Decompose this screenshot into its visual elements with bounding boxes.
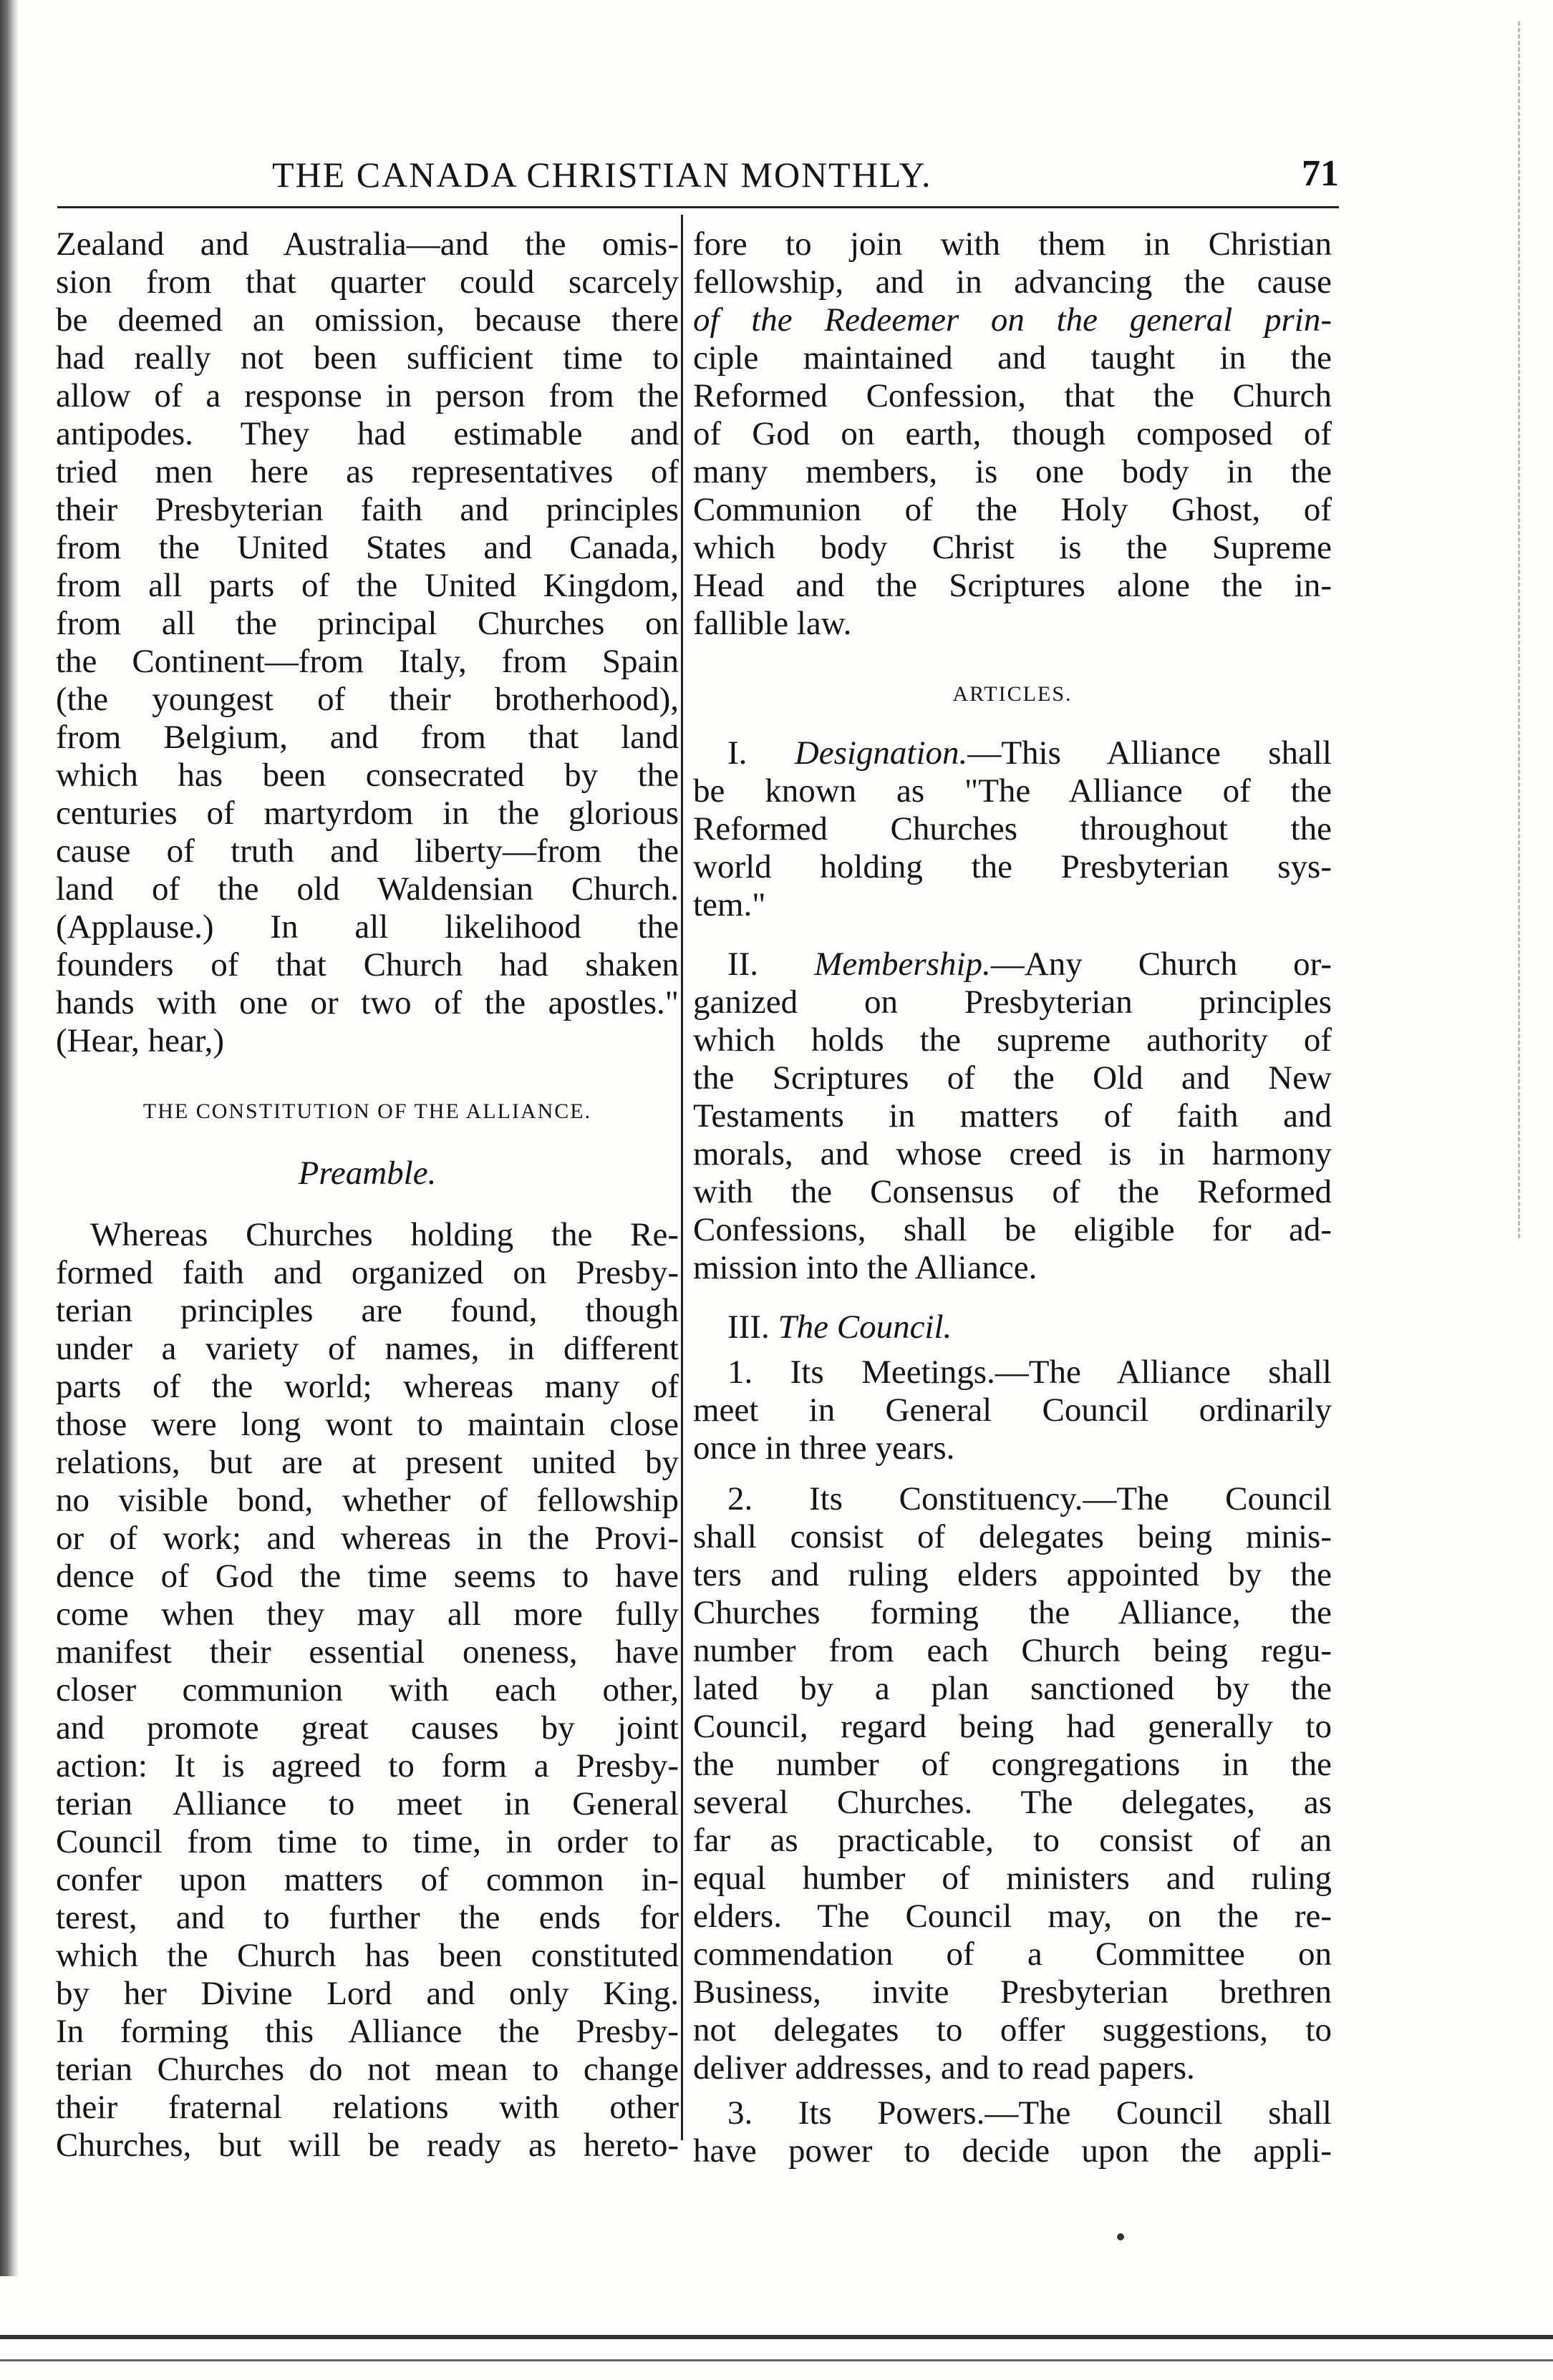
scan-binding-edge	[0, 0, 19, 2276]
text-line: deliver addresses, and to read papers.	[693, 2049, 1195, 2087]
text-line: fallible law.	[693, 605, 852, 642]
text-line: terian Churches do not mean to change	[56, 2051, 679, 2088]
text-line: Churches, but will be ready as hereto-	[56, 2127, 679, 2164]
text-line: morals, and whose creed is in harmony	[693, 1135, 1332, 1172]
text-line: from all the principal Churches on	[56, 605, 679, 642]
text-line: meet in General Council ordinarily	[693, 1391, 1332, 1429]
text-line: manifest their essential oneness, have	[56, 1633, 679, 1671]
text-line: centuries of martyrdom in the glorious	[56, 795, 679, 832]
spacer	[693, 924, 1332, 946]
text-line: ters and ruling elders appointed by the	[693, 1556, 1332, 1593]
header-rule	[57, 206, 1339, 208]
text-line: their fraternal relations with other	[56, 2089, 679, 2126]
text-line: world holding the Presbyterian sys-	[693, 848, 1332, 885]
right-paragraph-continued	[693, 225, 1332, 643]
left-paragraph-1	[56, 225, 679, 1060]
text-line: Whereas Churches holding the Re-	[90, 1216, 679, 1253]
text-line: have power to decide upon the appli-	[693, 2132, 1332, 2170]
article-number: II.	[727, 946, 759, 983]
article-1-first-line	[693, 734, 1332, 772]
text-line: Head and the Scriptures alone the in-	[693, 567, 1332, 604]
text-line: dence of God the time seems to have	[56, 1558, 679, 1595]
spacer	[693, 643, 1332, 675]
section-heading: THE CONSTITUTION OF THE ALLIANCE.	[142, 1099, 592, 1123]
text-line: many members, is one body in the	[693, 453, 1332, 490]
text-line: closer communion with each other,	[56, 1671, 679, 1709]
text-line: formed faith and organized on Presby-	[56, 1254, 679, 1291]
text-line: from all parts of the United Kingdom,	[56, 567, 679, 604]
spacer	[56, 1060, 679, 1092]
article-title: Membership.	[814, 946, 991, 983]
article-text: —This Alliance shall	[967, 734, 1332, 772]
text-line: In forming this Alliance the Presby-	[56, 2013, 679, 2050]
text-line: Testaments in matters of faith and	[693, 1097, 1332, 1135]
text-line: Zealand and Australia—and the omis-	[56, 225, 679, 263]
scan-speck	[1117, 2233, 1124, 2240]
text-line: tried men here as representatives of	[56, 453, 679, 490]
text-line: terian principles are found, though	[56, 1292, 679, 1329]
text-line: Communion of the Holy Ghost, of	[693, 491, 1332, 528]
text-line: founders of that Church had shaken	[56, 946, 679, 983]
article-number: III.	[727, 1308, 770, 1346]
left-paragraph-2	[56, 1216, 679, 2165]
text-line: ciple maintained and taught in the	[693, 339, 1332, 377]
text-line: (Hear, hear,)	[56, 1022, 224, 1059]
scan-edge-mark	[1518, 21, 1520, 1238]
text-line: 1. Its Meetings.—The Alliance shall	[727, 1354, 1332, 1391]
spacer	[693, 1346, 1332, 1354]
spacer	[693, 1287, 1332, 1308]
text-line: sion from that quarter could scarcely	[56, 263, 679, 301]
text-line: no visible bond, whether of fellowship	[56, 1482, 679, 1519]
text-line: which the Church has been constituted	[56, 1937, 679, 1974]
article-text: —Any Church or-	[990, 946, 1332, 983]
page-header	[57, 147, 1339, 197]
text-line: which body Christ is the Supreme	[693, 529, 1332, 566]
article-3	[693, 1308, 1332, 2170]
spacer	[693, 713, 1332, 734]
text-line: Business, invite Presbyterian brethren	[693, 1973, 1332, 2011]
left-column	[56, 225, 679, 2165]
text-line: land of the old Waldensian Church.	[56, 870, 679, 908]
text-line: elders. The Council may, on the re-	[693, 1898, 1332, 1935]
text-line: tem."	[693, 886, 766, 923]
text-line: equal humber of ministers and ruling	[693, 1860, 1332, 1897]
text-line: lated by a plan sanctioned by the	[693, 1670, 1332, 1707]
text-line: parts of the world; whereas many of	[56, 1368, 679, 1405]
text-line: Churches forming the Alliance, the	[693, 1594, 1332, 1631]
text-line: by her Divine Lord and only King.	[56, 1975, 679, 2012]
text-line: relations, but are at present united by	[56, 1444, 679, 1481]
text-line: those were long wont to maintain close	[56, 1406, 679, 1443]
spacer	[56, 1195, 679, 1216]
text-line: terest, and to further the ends for	[56, 1899, 679, 1936]
text-line-italic: of the Redeemer on the general prin-	[693, 301, 1332, 339]
text-line: 3. Its Powers.—The Council shall	[727, 2094, 1332, 2132]
text-line: under a variety of names, in different	[56, 1330, 679, 1367]
text-line: far as practicable, to consist of an	[693, 1822, 1332, 1859]
text-line: confer upon matters of common in-	[56, 1861, 679, 1898]
text-line: Council, regard being had generally to	[693, 1708, 1332, 1745]
article-1	[693, 734, 1332, 924]
text-line: which holds the supreme authority of	[693, 1021, 1332, 1059]
text-line: the Scriptures of the Old and New	[693, 1059, 1332, 1097]
spacer	[693, 2087, 1332, 2094]
article-3-heading	[693, 1308, 1332, 1346]
text-line: Confessions, shall be eligible for ad-	[693, 1211, 1332, 1248]
text-line: be known as "The Alliance of the	[693, 772, 1332, 810]
text-line: which has been consecrated by the	[56, 757, 679, 794]
text-line: action: It is agreed to form a Presby-	[56, 1747, 679, 1784]
text-line: cause of truth and liberty—from the	[56, 832, 679, 870]
article-2-first-line	[693, 946, 1332, 983]
text-line: once in three years.	[693, 1429, 955, 1467]
preamble-heading: Preamble.	[298, 1155, 437, 1192]
text-line: or of work; and whereas in the Provi-	[56, 1520, 679, 1557]
text-line: antipodes. They had estimable and	[56, 415, 679, 452]
text-line: of God on earth, though composed of	[693, 415, 1332, 452]
text-line: from the United States and Canada,	[56, 529, 679, 566]
text-line: Council from time to time, in order to	[56, 1823, 679, 1860]
article-number: I.	[727, 734, 748, 772]
text-line: mission into the Alliance.	[693, 1249, 1037, 1286]
text-line: Reformed Churches throughout the	[693, 810, 1332, 847]
text-line: from Belgium, and from that land	[56, 719, 679, 756]
text-line: not delegates to offer suggestions, to	[693, 2011, 1332, 2049]
running-title: THE CANADA CHRISTIAN MONTHLY.	[272, 155, 932, 195]
text-line: shall consist of delegates being minis-	[693, 1518, 1332, 1555]
text-line: come when they may all more fully	[56, 1595, 679, 1633]
spacer	[56, 1130, 679, 1152]
articles-heading: ARTICLES.	[952, 682, 1073, 706]
right-column	[693, 225, 1332, 2170]
article-title: Designation.	[794, 734, 968, 772]
text-line: (the youngest of their brotherhood),	[56, 681, 679, 718]
text-line: with the Consensus of the Reformed	[693, 1173, 1332, 1210]
text-line: (Applause.) In all likelihood the	[56, 908, 679, 946]
scan-bottom-rule-secondary	[0, 2359, 1553, 2361]
text-line: be deemed an omission, because there	[56, 301, 679, 339]
text-line: had really not been sufficient time to	[56, 339, 679, 377]
text-line: terian Alliance to meet in General	[56, 1785, 679, 1822]
text-line: number from each Church being regu-	[693, 1632, 1332, 1669]
article-2	[693, 946, 1332, 1287]
text-line: and promote great causes by joint	[56, 1709, 679, 1747]
text-line: 2. Its Constituency.—The Council	[727, 1480, 1332, 1517]
page-number: 71	[1302, 153, 1339, 194]
column-divider	[681, 215, 683, 2140]
text-line: ganized on Presbyterian principles	[693, 983, 1332, 1021]
text-line: the number of congregations in the	[693, 1746, 1332, 1783]
text-line: the Continent—from Italy, from Spain	[56, 643, 679, 680]
text-line: their Presbyterian faith and principles	[56, 491, 679, 528]
article-title: The Council.	[778, 1308, 952, 1346]
spacer	[693, 1467, 1332, 1480]
text-line: fore to join with them in Christian	[693, 225, 1332, 263]
text-line: commendation of a Committee on	[693, 1935, 1332, 1973]
text-line: fellowship, and in advancing the cause	[693, 263, 1332, 301]
text-line: Reformed Confession, that the Church	[693, 377, 1332, 414]
text-line: several Churches. The delegates, as	[693, 1784, 1332, 1821]
text-line: hands with one or two of the apostles."	[56, 984, 679, 1021]
text-line: allow of a response in person from the	[56, 377, 679, 414]
scan-bottom-rule	[0, 2335, 1553, 2339]
